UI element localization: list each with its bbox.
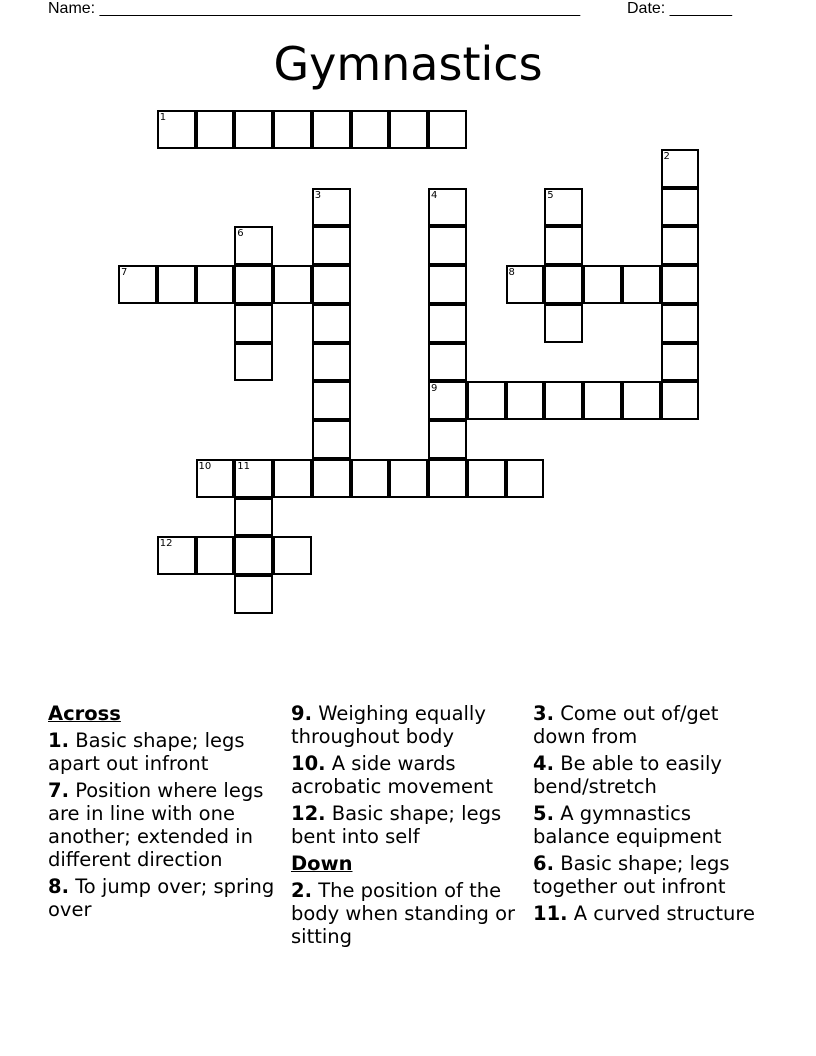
clue-text: Basic shape; legs bent into self (291, 802, 502, 848)
clue-number: 7. (48, 779, 69, 802)
grid-cell[interactable] (312, 304, 351, 343)
clue-number: 5. (533, 802, 554, 825)
clue-down-3 (533, 702, 765, 748)
down-heading: Down (291, 852, 353, 875)
grid-cell[interactable] (312, 226, 351, 265)
grid-cell[interactable] (273, 536, 312, 575)
clue-number: 12. (291, 802, 326, 825)
grid-cell[interactable] (428, 304, 467, 343)
cell-number: 7 (121, 267, 128, 278)
cell-number: 8 (508, 267, 515, 278)
clue-across-9 (291, 702, 523, 748)
grid-cell[interactable] (234, 265, 273, 304)
clue-number: 11. (533, 902, 568, 925)
grid-cell[interactable] (428, 381, 467, 420)
grid-cell[interactable] (506, 459, 545, 498)
cell-number: 6 (237, 228, 244, 240)
cell-number: 5 (547, 189, 554, 201)
clue-across-8 (48, 875, 280, 921)
grid-cell[interactable] (583, 381, 622, 420)
clue-number: 1. (48, 729, 69, 752)
grid-cell[interactable] (312, 420, 351, 459)
grid-cell[interactable] (544, 226, 583, 265)
clue-text: Weighing equally throughout body (291, 702, 486, 748)
grid-cell[interactable] (428, 188, 467, 227)
clue-across-10 (291, 752, 523, 798)
clues-column-1 (48, 702, 280, 925)
grid-cell[interactable] (234, 226, 273, 265)
grid-cell[interactable] (428, 459, 467, 498)
grid-cell[interactable] (312, 265, 351, 304)
clue-text: Be able to easily bend/stretch (533, 752, 722, 798)
grid-cell[interactable] (622, 381, 661, 420)
cell-number: 2 (663, 150, 670, 162)
grid-cell[interactable] (312, 381, 351, 420)
grid-cell[interactable] (312, 188, 351, 227)
grid-cell[interactable] (273, 459, 312, 498)
grid-cell[interactable] (661, 343, 700, 382)
grid-cell[interactable] (234, 304, 273, 343)
grid-cell[interactable] (351, 110, 390, 149)
grid-cell[interactable] (661, 304, 700, 343)
clue-down-5 (533, 802, 765, 848)
clue-across-7 (48, 779, 280, 871)
cell-number: 9 (431, 383, 438, 395)
grid-cell[interactable] (312, 459, 351, 498)
grid-cell[interactable] (661, 381, 700, 420)
clue-number: 9. (291, 702, 312, 725)
clues-column-3 (533, 702, 765, 929)
grid-cell[interactable] (312, 343, 351, 382)
clue-text: Come out of/get down from (533, 702, 719, 748)
grid-cell[interactable] (544, 265, 583, 304)
grid-cell[interactable] (234, 459, 273, 498)
grid-cell[interactable] (428, 420, 467, 459)
cell-number: 12 (159, 538, 173, 550)
clue-text: The position of the body when standing or sitting (291, 879, 516, 948)
grid-cell[interactable] (428, 226, 467, 265)
grid-cell[interactable] (428, 343, 467, 382)
clues-column-2 (291, 702, 523, 952)
clue-down-6 (533, 852, 765, 898)
grid-cell[interactable] (118, 265, 157, 304)
clue-number: 6. (533, 852, 554, 875)
date-field-label: Date: _______ (627, 0, 732, 17)
clue-number: 4. (533, 752, 554, 775)
clue-across-12 (291, 802, 523, 848)
clue-text: Basic shape; legs apart out infront (48, 729, 245, 775)
cell-number: 1 (159, 112, 167, 123)
across-heading: Across (48, 702, 121, 725)
clue-down-11 (533, 902, 765, 925)
clue-number: 2. (291, 879, 312, 902)
grid-cell[interactable] (196, 459, 235, 498)
grid-cell[interactable] (234, 575, 273, 614)
grid-cell[interactable] (389, 110, 428, 149)
grid-cell[interactable] (234, 536, 273, 575)
grid-cell[interactable] (544, 188, 583, 227)
grid-cell[interactable] (157, 110, 196, 149)
grid-cell[interactable] (196, 536, 235, 575)
cell-number: 10 (198, 460, 212, 472)
grid-cell[interactable] (622, 265, 661, 304)
grid-cell[interactable] (467, 381, 506, 420)
grid-cell[interactable] (544, 381, 583, 420)
grid-cell[interactable] (389, 459, 428, 498)
clue-text: A gymnastics balance equipment (533, 802, 722, 848)
clue-text: A curved structure (573, 902, 755, 925)
clue-number: 10. (291, 752, 326, 775)
clue-text: To jump over; spring over (48, 875, 275, 921)
grid-cell[interactable] (583, 265, 622, 304)
clue-number: 3. (533, 702, 554, 725)
grid-cell[interactable] (234, 498, 273, 537)
grid-cell[interactable] (428, 110, 467, 149)
grid-cell[interactable] (661, 265, 700, 304)
grid-cell[interactable] (196, 265, 235, 304)
cell-number: 11 (237, 460, 250, 472)
grid-cell[interactable] (544, 304, 583, 343)
clue-text: Position where legs are in line with one another; extended in different direction (48, 779, 264, 871)
grid-cell[interactable] (312, 110, 351, 149)
grid-cell[interactable] (234, 343, 273, 382)
grid-cell[interactable] (506, 381, 545, 420)
clue-down-2 (291, 879, 523, 948)
grid-cell[interactable] (234, 110, 273, 149)
grid-cell[interactable] (157, 536, 196, 575)
name-field-label: Name: ______________________________________________________ (48, 0, 581, 17)
page-title: Gymnastics (273, 37, 543, 91)
clue-down-4 (533, 752, 765, 798)
grid-cell[interactable] (428, 265, 467, 304)
grid-cell[interactable] (157, 265, 196, 304)
grid-cell[interactable] (196, 110, 235, 149)
grid-cell[interactable] (467, 459, 506, 498)
grid-cell[interactable] (506, 265, 545, 304)
grid-cell[interactable] (661, 226, 700, 265)
grid-cell[interactable] (351, 459, 390, 498)
clue-number: 8. (48, 875, 69, 898)
clue-across-1 (48, 729, 280, 775)
grid-cell[interactable] (273, 265, 312, 304)
clue-text: Basic shape; legs together out infront (533, 852, 730, 898)
grid-cell[interactable] (661, 149, 700, 188)
cell-number: 4 (431, 189, 438, 201)
clue-text: A side wards acrobatic movement (291, 752, 493, 798)
grid-cell[interactable] (273, 110, 312, 149)
cell-number: 3 (314, 189, 322, 201)
grid-cell[interactable] (661, 188, 700, 227)
